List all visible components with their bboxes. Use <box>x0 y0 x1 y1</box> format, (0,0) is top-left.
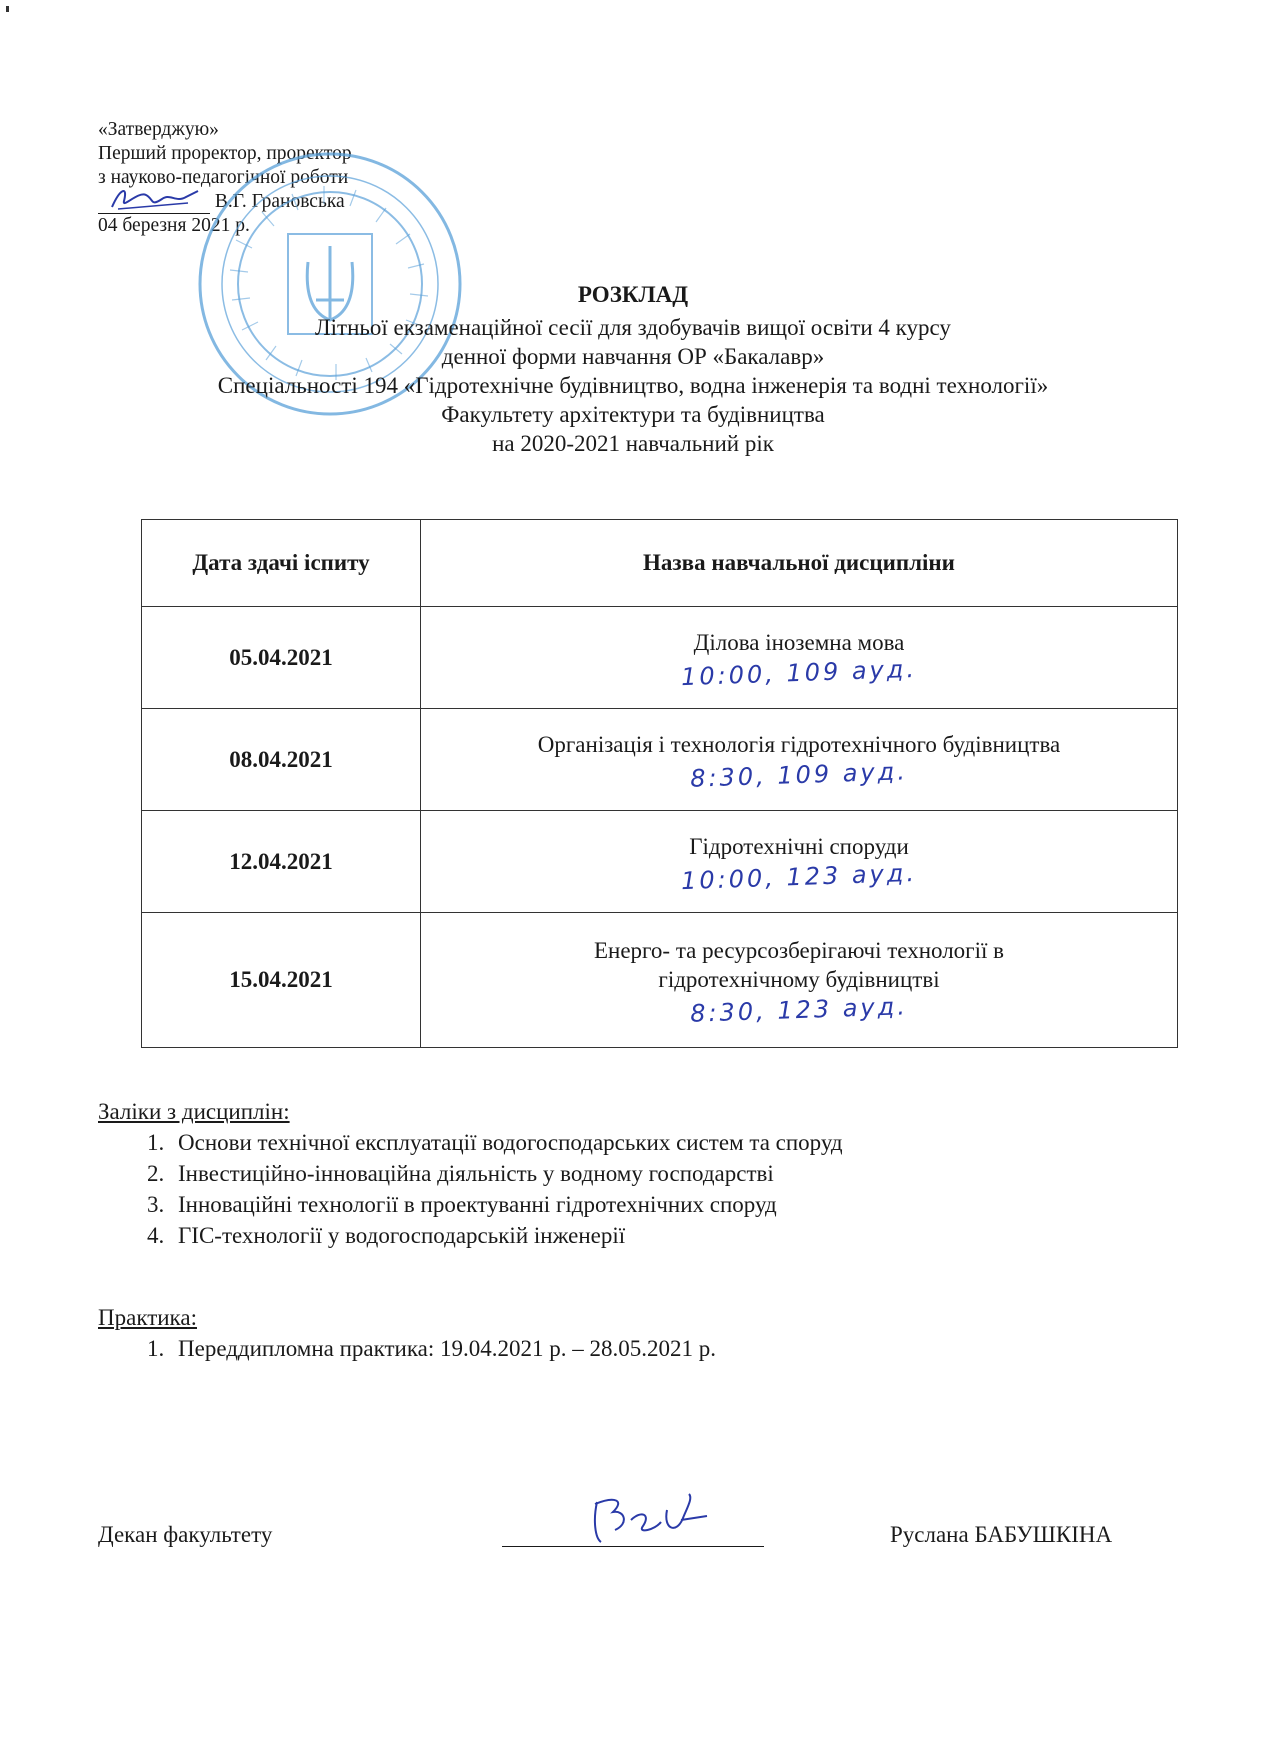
list-item: 2. Інвестиційно-інноваційна діяльність у водному господарстві <box>170 1158 843 1189</box>
title-main: РОЗКЛАД <box>577 282 689 307</box>
handwritten-note: 8:30, 109 ауд. <box>689 757 909 793</box>
handwritten-note: 10:00, 123 ауд. <box>680 858 918 896</box>
approval-heading: «Затверджую» <box>98 119 219 140</box>
credits-heading: Заліки з дисциплін: <box>98 1099 290 1124</box>
exam-subject-cell <box>421 709 1178 811</box>
table-row <box>142 607 1178 709</box>
list-item: 1. Основи технічної експлуатації водогосподарських систем та споруд <box>170 1127 843 1158</box>
exam-subject-cell <box>421 913 1178 1048</box>
dean-name: Руслана БАБУШКІНА <box>890 1522 1113 1547</box>
title-form: денної форми навчання ОР «Бакалавр» <box>441 344 825 369</box>
title-session: Літньої екзаменаційної сесії для здобувачів вищої освіти 4 курсу <box>315 315 951 340</box>
table-row <box>142 811 1178 913</box>
exam-subject-line1: Енерго- та ресурсозберігаючі технології в <box>593 938 1005 963</box>
exam-subject-cell <box>421 811 1178 913</box>
exam-date: 05.04.2021 <box>142 607 421 709</box>
exam-schedule-table <box>141 519 1178 1048</box>
exam-subject: Гідротехнічні споруди <box>689 834 909 859</box>
list-item: 3. Інноваційні технології в проектуванні гідротехнічних споруд <box>170 1189 843 1220</box>
approval-position-detail: з науково-педагогічної роботи <box>98 167 349 188</box>
approval-date: 04 березня 2021 р. <box>98 215 250 236</box>
approval-signature-mark <box>98 181 210 215</box>
credits-section <box>98 1096 843 1251</box>
exam-date: 15.04.2021 <box>142 913 421 1048</box>
practice-list <box>98 1333 716 1364</box>
handwritten-note: 10:00, 109 ауд. <box>680 654 918 692</box>
exam-subject-line2: гідротехнічному будівництві <box>658 967 940 992</box>
title-year: на 2020-2021 навчальний рік <box>492 431 774 456</box>
exam-date: 12.04.2021 <box>142 811 421 913</box>
exam-subject: Організація і технологія гідротехнічного будівництва <box>537 732 1061 757</box>
practice-heading: Практика: <box>98 1305 197 1330</box>
list-item: 4. ГІС-технології у водогосподарській інженерії <box>170 1220 843 1251</box>
approval-signer: В.Г. Грановська <box>214 191 345 212</box>
exam-subject-cell <box>421 607 1178 709</box>
document-title <box>0 280 1266 458</box>
header-date: Дата здачі іспиту <box>142 520 421 607</box>
header-subject: Назва навчальної дисципліни <box>421 520 1178 607</box>
approval-signature <box>98 195 210 214</box>
credits-list <box>98 1127 843 1251</box>
exam-subject: Ділова іноземна мова <box>693 630 905 655</box>
practice-section <box>98 1302 716 1364</box>
title-specialty: Спеціальності 194 «Гідротехнічне будівництво, водна інженерія та водні технології» <box>217 373 1049 398</box>
dean-signature-line <box>502 1546 764 1547</box>
list-item: 1. Переддипломна практика: 19.04.2021 р. – 28.05.2021 р. <box>170 1333 716 1364</box>
dean-role: Декан факультету <box>98 1522 273 1547</box>
approval-position: Перший проректор, проректор <box>98 143 352 164</box>
table-row <box>142 709 1178 811</box>
exam-date: 08.04.2021 <box>142 709 421 811</box>
handwritten-note: 8:30, 123 ауд. <box>689 992 909 1028</box>
scan-mark <box>6 6 9 12</box>
table-row <box>142 913 1178 1048</box>
title-faculty: Факультету архітектури та будівництва <box>441 402 825 427</box>
dean-signature <box>585 1490 715 1550</box>
table-header-row <box>142 520 1178 607</box>
